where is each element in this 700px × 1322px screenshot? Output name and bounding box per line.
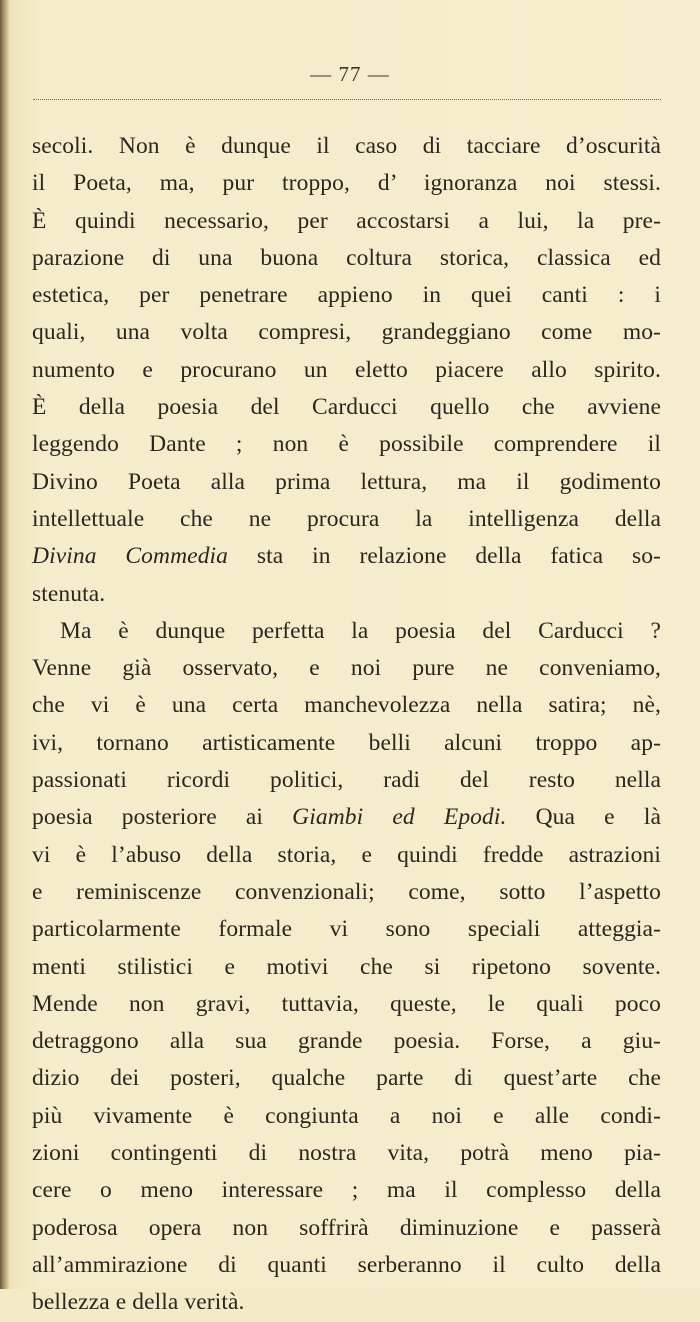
text-line xyxy=(32,687,661,724)
text-line xyxy=(32,1284,661,1321)
text-line xyxy=(32,389,661,426)
text-line xyxy=(32,426,661,463)
text-line xyxy=(32,128,661,165)
text-segment: È quindi necessario, per accostarsi a lui, la pre- xyxy=(32,207,661,234)
text-line xyxy=(32,277,661,314)
page-number: — 77 — xyxy=(310,62,390,86)
text-line xyxy=(32,314,661,351)
text-line xyxy=(32,501,661,538)
text-segment: Venne già osservato, e noi pure ne conveniamo, xyxy=(32,655,661,682)
text-line xyxy=(32,203,661,240)
text-line xyxy=(32,1098,661,1135)
text-segment: Mende non gravi, tuttavia, queste, le quali poco xyxy=(32,990,661,1017)
text-line xyxy=(32,1247,661,1284)
text-line xyxy=(32,911,661,948)
header-rule xyxy=(33,99,661,100)
text-segment: cere o meno interessare ; ma il complesso della xyxy=(32,1177,661,1204)
text-segment: Ma è dunque perfetta la poesia del Carducci ? xyxy=(60,617,661,644)
text-segment: stenuta. xyxy=(32,580,106,607)
text-line xyxy=(32,762,661,799)
text-segment: bellezza e della verità. xyxy=(32,1289,245,1316)
text-segment: passionati ricordi politici, radi del resto nella xyxy=(32,767,661,794)
text-line xyxy=(32,650,661,687)
text-segment: intellettuale che ne procura la intelligenza della xyxy=(32,505,661,532)
text-segment: detraggono alla sua grande poesia. Forse, a giu- xyxy=(32,1028,661,1055)
text-line xyxy=(32,799,661,836)
text-line xyxy=(32,949,661,986)
text-segment: poderosa opera non soffrirà diminuzione e passerà xyxy=(32,1214,661,1241)
text-segment: quali, una volta compresi, grandeggiano come mo- xyxy=(32,319,661,346)
text-line xyxy=(32,1023,661,1060)
text-segment: e reminiscenze convenzionali; come, sotto l’aspetto xyxy=(32,878,661,905)
text-line xyxy=(32,613,661,650)
body-text xyxy=(32,128,661,1322)
text-line xyxy=(32,1172,661,1209)
text-line xyxy=(32,837,661,874)
text-segment: sta in relazione della fatica so- xyxy=(228,543,661,570)
text-line xyxy=(32,352,661,389)
text-line xyxy=(32,725,661,762)
text-segment: leggendo Dante ; non è possibile comprendere il xyxy=(32,431,661,458)
text-segment: numento e procurano un eletto piacere allo spirito. xyxy=(32,356,661,383)
text-line xyxy=(32,538,661,575)
text-segment: all’ammirazione di quanti serberanno il culto della xyxy=(32,1251,661,1278)
text-line xyxy=(32,1210,661,1247)
text-segment: estetica, per penetrare appieno in quei canti : i xyxy=(32,282,661,309)
text-segment: secoli. Non è dunque il caso di tacciare d’oscurità xyxy=(32,133,661,159)
italic-title: Giambi ed Epodi. xyxy=(292,804,507,831)
text-line xyxy=(32,874,661,911)
text-segment: ivi, tornano artisticamente belli alcuni troppo ap- xyxy=(32,729,661,756)
text-segment: È della poesia del Carducci quello che avviene xyxy=(32,394,661,421)
text-line xyxy=(32,986,661,1023)
text-line xyxy=(32,1060,661,1097)
text-segment: menti stilistici e motivi che si ripetono sovente. xyxy=(32,953,661,980)
text-segment: parazione di una buona coltura storica, classica ed xyxy=(32,244,661,271)
text-segment: più vivamente è congiunta a noi e alle condi- xyxy=(32,1102,661,1129)
binding-edge xyxy=(0,0,9,1289)
text-line xyxy=(32,1135,661,1172)
text-segment: che vi è una certa manchevolezza nella satira; nè, xyxy=(32,692,661,719)
text-segment: dizio dei posteri, qualche parte di quest’arte che xyxy=(32,1065,661,1092)
text-segment: il Poeta, ma, pur troppo, d’ ignoranza noi stessi. xyxy=(32,170,661,197)
italic-title: Divina Commedia xyxy=(32,543,229,570)
text-line xyxy=(32,464,661,501)
text-segment: poesia posteriore ai xyxy=(32,804,293,831)
text-segment: zioni contingenti di nostra vita, potrà meno pia- xyxy=(32,1140,661,1167)
text-segment: particolarmente formale vi sono speciali atteggia- xyxy=(32,916,661,943)
text-line xyxy=(32,576,661,613)
text-line xyxy=(32,240,661,277)
text-line xyxy=(32,165,661,202)
text-segment: Divino Poeta alla prima lettura, ma il godimento xyxy=(32,468,661,495)
text-segment: Qua e là xyxy=(506,804,661,831)
text-segment: vi è l’abuso della storia, e quindi fredde astrazioni xyxy=(32,841,661,868)
